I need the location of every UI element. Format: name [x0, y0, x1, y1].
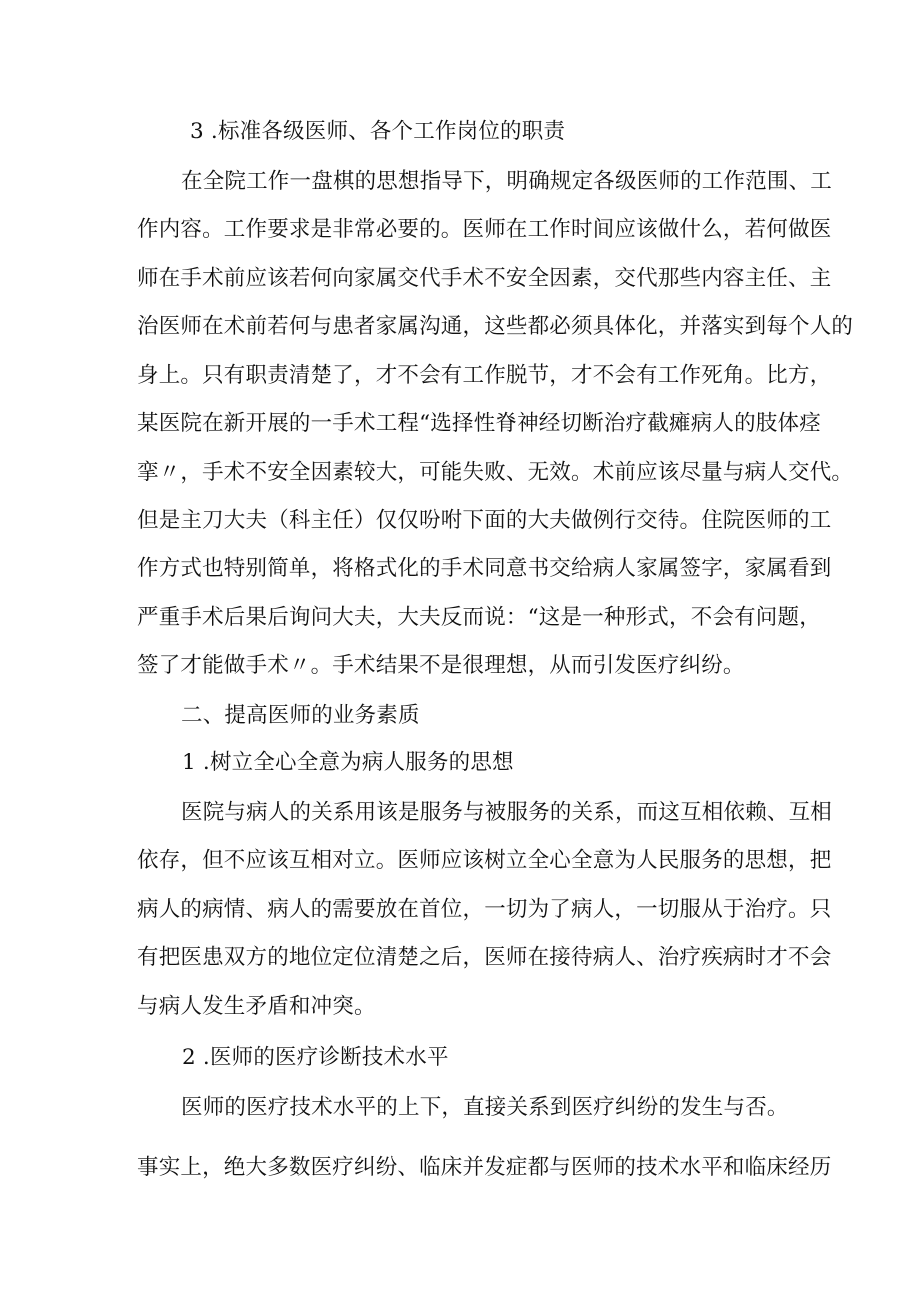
heading-3-responsibilities: 3 .标准各级医师、各个工作岗位的职责: [190, 119, 566, 144]
paragraph-line: 依存，但不应该互相对立。医师应该树立全心全意为人民服务的思想，把: [137, 848, 832, 873]
paragraph-line: 在全院工作一盘棋的思想指导下，明确规定各级医师的工作范围、工: [181, 169, 833, 194]
paragraph-line: 挛〃，手术不安全因素较大，可能失败、无效。术前应该尽量与病人交代。: [137, 460, 854, 485]
paragraph-line: 某医院在新开展的一手术工程“选择性脊神经切断治疗截瘫病人的肢体痉: [137, 411, 821, 436]
paragraph-line: 治医师在术前若何与患者家属沟通，这些都必须具体化，并落实到每个人的: [137, 314, 854, 339]
paragraph-line: 有把医患双方的地位定位清楚之后，医师在接待病人、治疗疾病时才不会: [137, 945, 832, 970]
paragraph-line: 医师的医疗技术水平的上下，直接关系到医疗纠纷的发生与否。: [181, 1095, 789, 1120]
paragraph-line: 作方式也特别简单，将格式化的手术同意书交给病人家属签字，家属看到: [137, 556, 832, 581]
paragraph-line: 医院与病人的关系用该是服务与被服务的关系，而这互相依赖、互相: [181, 800, 833, 825]
paragraph-line: 与病人发生矛盾和冲突。: [137, 994, 376, 1019]
paragraph-line: 签了才能做手术〃。手术结果不是很理想，从而引发医疗纠纷。: [137, 653, 745, 678]
paragraph-line: 但是主刀大夫（科主任）仅仅吩咐下面的大夫做例行交待。住院医师的工: [137, 508, 832, 533]
paragraph-line: 师在手术前应该若何向家属交代手术不安全因素，交代那些内容主任、主: [137, 266, 832, 291]
section-heading-2: 二、提高医师的业务素质: [181, 703, 420, 728]
heading-2-diagnostic-skill: 2 .医师的医疗诊断技术水平: [182, 1045, 449, 1070]
paragraph-line: 病人的病情、病人的需要放在首位，一切为了病人，一切服从于治疗。只: [137, 897, 832, 922]
paragraph-line: 作内容。工作要求是非常必要的。医师在工作时间应该做什么，若何做医: [137, 217, 832, 242]
paragraph-line: 身上。只有职责清楚了，才不会有工作脱节，才不会有工作死角。比方，: [137, 363, 832, 388]
heading-1-service-mindset: 1 .树立全心全意为病人服务的思想: [182, 750, 514, 775]
paragraph-line: 事实上，绝大多数医疗纠纷、临床并发症都与医师的技术水平和临床经历: [137, 1155, 832, 1180]
paragraph-line: 严重手术后果后询问大夫，大夫反而说：“这是一种形式，不会有问题，: [137, 605, 821, 630]
